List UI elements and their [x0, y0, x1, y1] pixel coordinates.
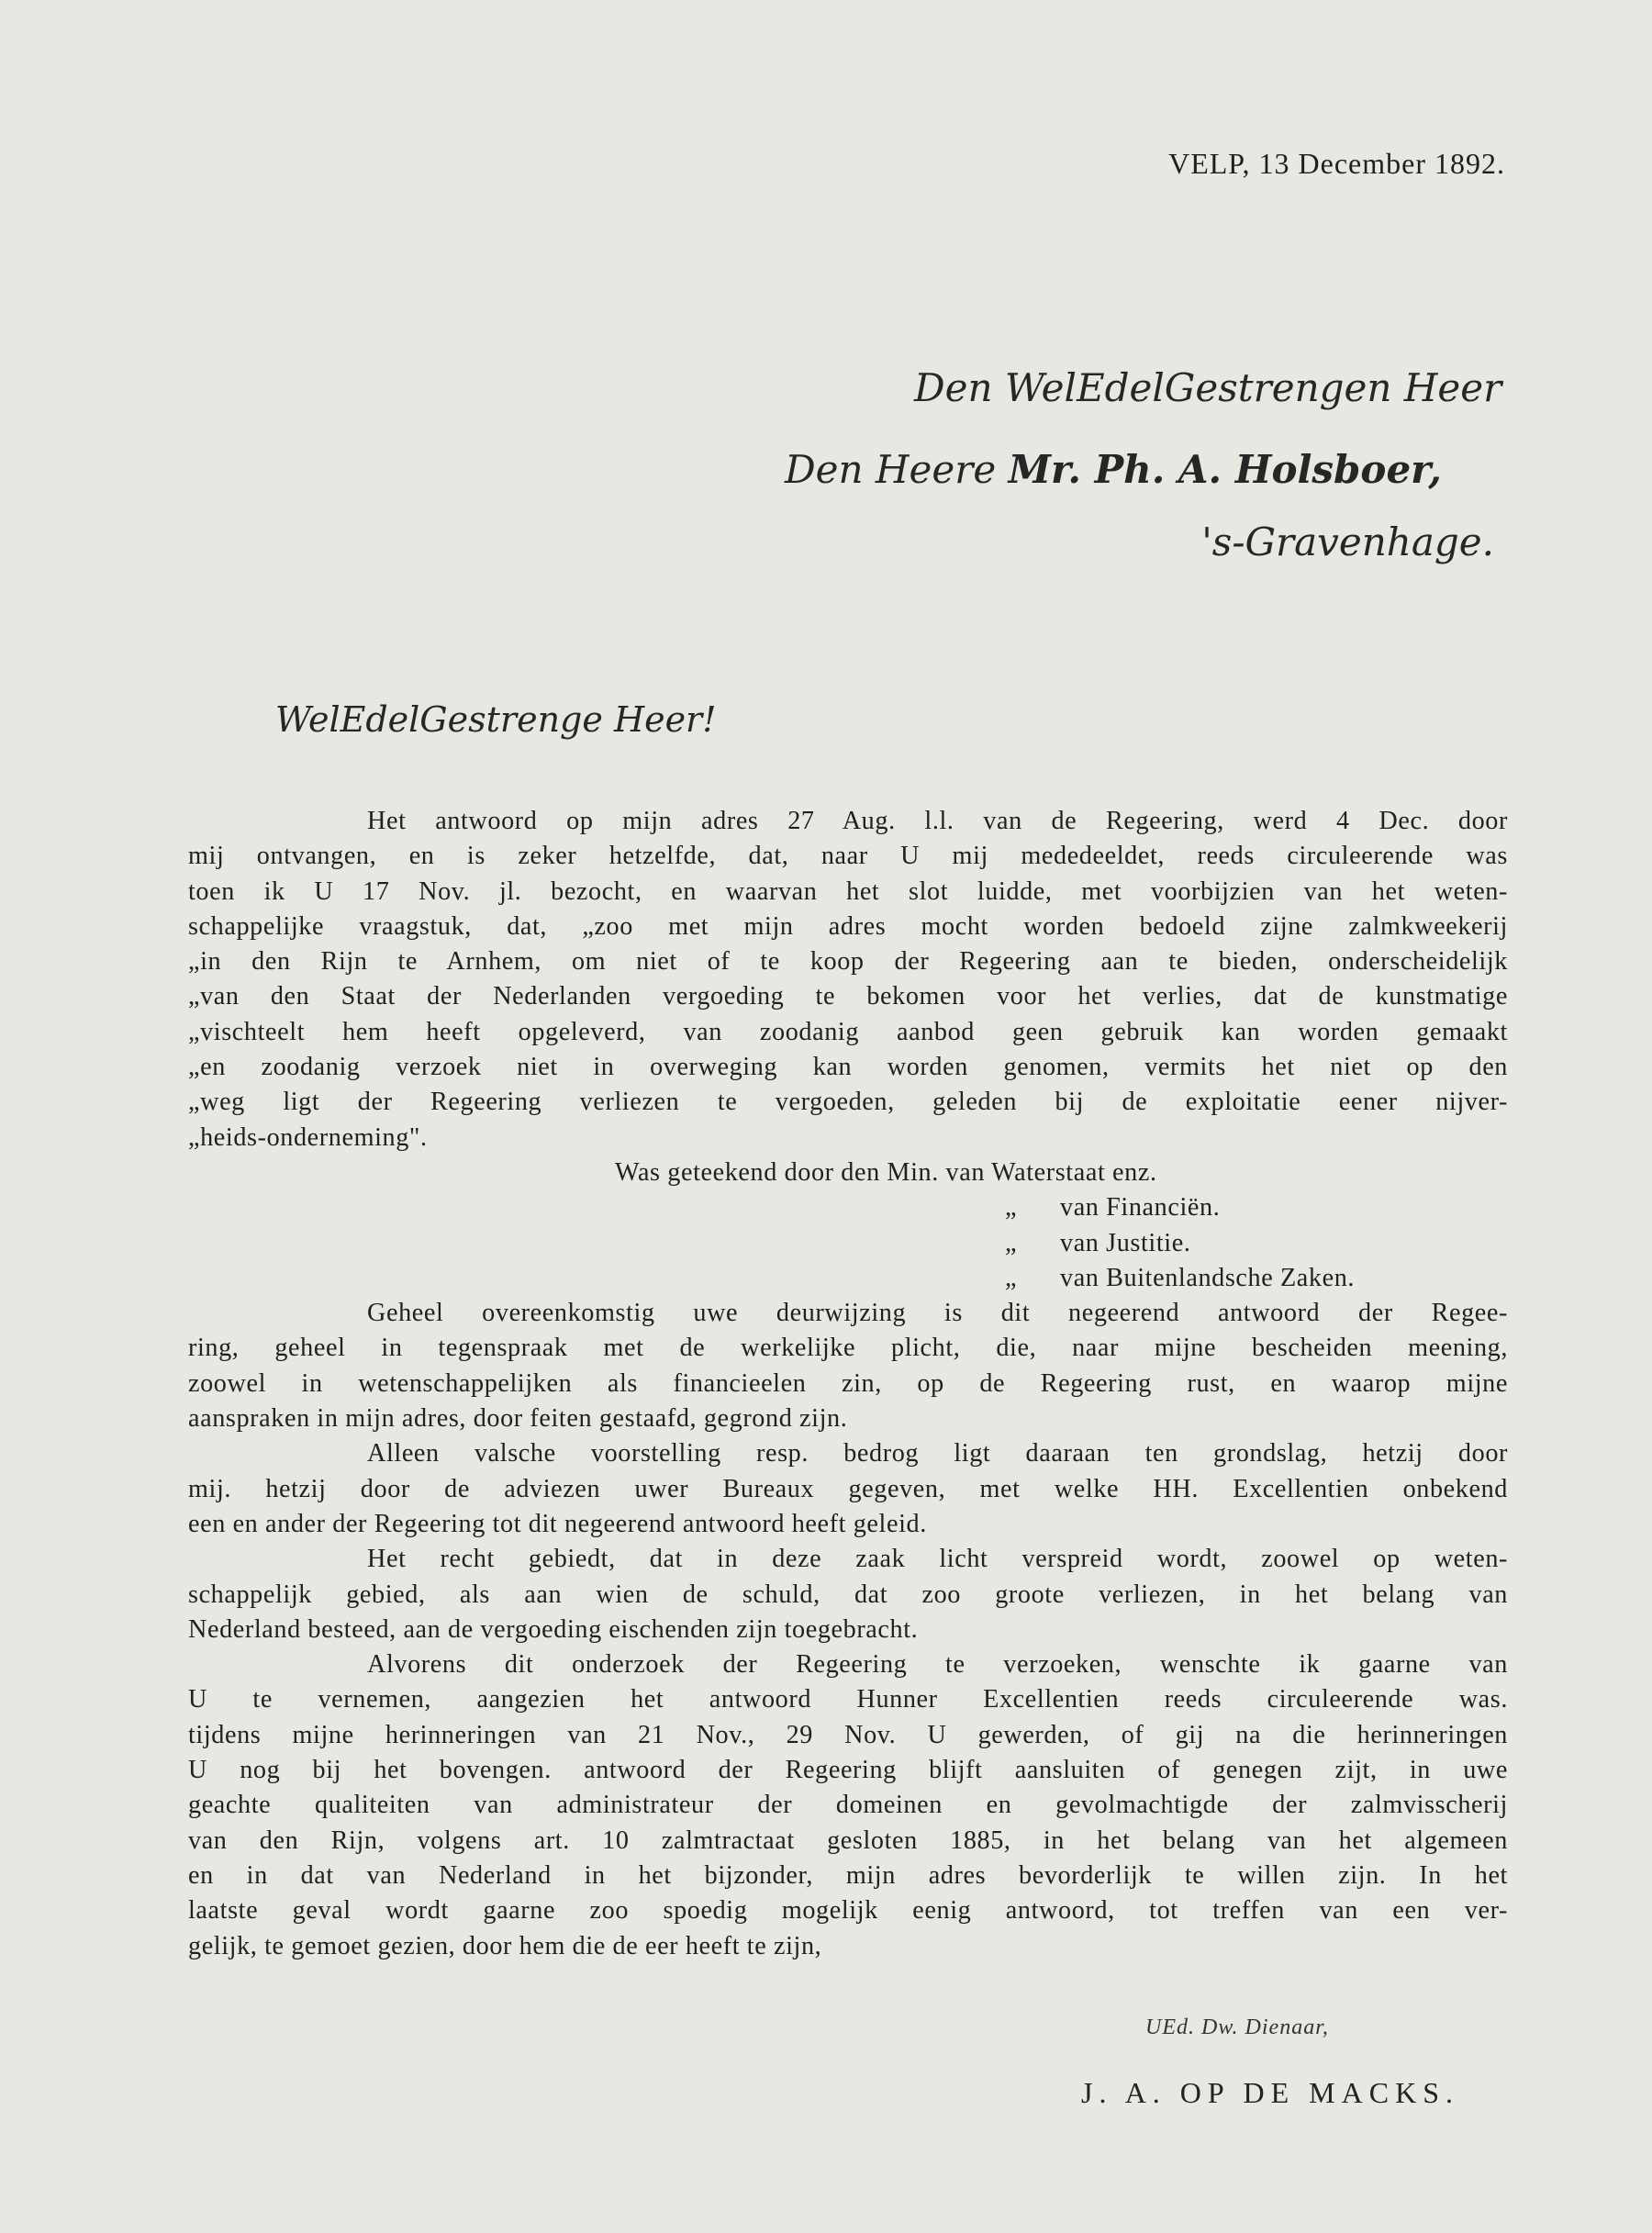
body-line: en in dat van Nederland in het bijzonder, mijn adres bevorderlijk te willen zijn. In het [188, 1860, 1508, 1890]
body-line: Nederland besteed, aan de vergoeding eischenden zijn toegebracht. [188, 1614, 919, 1644]
body-line: Alvorens dit onderzoek der Regeering te verzoeken, wenschte ik gaarne van [367, 1650, 1508, 1680]
body-line: „en zoodanig verzoek niet in overweging kan worden genomen, vermits het niet op den [188, 1053, 1508, 1082]
address-city: 's-Gravenhage. [1201, 519, 1494, 564]
ditto-mark: „ [1005, 1228, 1018, 1257]
body-line: tijdens mijne herinneringen van 21 Nov., 29 Nov. U gewerden, of gij na die herinneringen [188, 1720, 1508, 1749]
ditto-mark: „ [1005, 1193, 1018, 1223]
letter-body [188, 804, 1508, 1964]
signed-by-minister [188, 1226, 1508, 1261]
ditto-mark: „ [1005, 1263, 1018, 1292]
body-line: gelijk, te gemoet gezien, door hem die de eer heeft te zijn, [188, 1931, 822, 1960]
addressee-name: Mr. Ph. A. Holsboer, [1008, 447, 1442, 492]
address-prefix: Den Heere [785, 447, 997, 492]
body-line: aanspraken in mijn adres, door feiten gestaafd, gegrond zijn. [188, 1404, 848, 1434]
body-line: schappelijk gebied, als aan wien de schuld, dat zoo groote verliezen, in het belang van [188, 1580, 1508, 1609]
body-line: van den Rijn, volgens art. 10 zalmtractaat gesloten 1885, in het belang van het algemeen [188, 1825, 1508, 1855]
body-line: schappelijke vraagstuk, dat, „zoo met mijn adres mocht worden bedoeld zijne zalmkweekerij [188, 911, 1508, 941]
body-line: „heids-onderneming". [188, 1122, 428, 1152]
minister-name: van Justitie. [1060, 1228, 1191, 1257]
signed-by-minister [188, 1190, 1508, 1225]
body-line: Het recht gebiedt, dat in deze zaak licht verspreid wordt, zoowel op weten- [367, 1545, 1508, 1574]
body-line: toen ik U 17 Nov. jl. bezocht, en waarvan het slot luidde, met voorbijzien van het weten- [188, 876, 1508, 906]
body-line: mij. hetzij door de adviezen uwer Bureaux gegeven, met welke HH. Excellentien onbekend [188, 1474, 1508, 1503]
body-line: ring, geheel in tegenspraak met de werkelijke plicht, die, naar mijne bescheiden meening, [188, 1334, 1508, 1363]
minister-name: van Financiën. [1060, 1193, 1221, 1223]
signed-by-line: Was geteekend door den Min. van Waterstaat enz. [615, 1157, 1157, 1187]
salutation: WelEdelGestrenge Heer! [275, 699, 717, 740]
place-date: VELP, 13 December 1892. [1168, 147, 1505, 180]
body-line: geachte qualiteiten van administrateur der domeinen en gevolmachtigde der zalmvisscherij [188, 1791, 1508, 1820]
closing: UEd. Dw. Dienaar, [1145, 2015, 1329, 2039]
body-line: U nog bij het bovengen. antwoord der Regeering blijft aansluiten of genegen zijt, in uwe [188, 1756, 1508, 1785]
address-line-2 [785, 447, 1442, 492]
signed-by-minister [188, 1261, 1508, 1296]
body-line: „weg ligt der Regeering verliezen te vergoeden, geleden bij de exploitatie eener nijver- [188, 1088, 1508, 1117]
body-line: Het antwoord op mijn adres 27 Aug. l.l. van de Regeering, werd 4 Dec. door [367, 807, 1508, 835]
body-line: Alleen valsche voorstelling resp. bedrog ligt daaraan ten grondslag, hetzij door [367, 1439, 1508, 1468]
address-line-1: Den WelEdelGestrengen Heer [914, 365, 1502, 410]
minister-name: van Buitenlandsche Zaken. [1060, 1263, 1356, 1292]
signature: J. A. OP DE MACKS. [1081, 2076, 1459, 2109]
body-line: een en ander der Regeering tot dit negeerend antwoord heeft geleid. [188, 1509, 927, 1538]
body-line: U te vernemen, aangezien het antwoord Hunner Excellentien reeds circuleerende was. [188, 1685, 1508, 1714]
body-line: mij ontvangen, en is zeker hetzelfde, dat, naar U mij mededeeldet, reeds circuleerende was [188, 842, 1508, 871]
body-line: laatste geval wordt gaarne zoo spoedig mogelijk eenig antwoord, tot treffen van een ver- [188, 1896, 1508, 1926]
body-line: Geheel overeenkomstig uwe deurwijzing is dit negeerend antwoord der Regee- [367, 1299, 1508, 1328]
body-line: „vischteelt hem heeft opgeleverd, van zoodanig aanbod geen gebruik kan worden gemaakt [188, 1017, 1508, 1046]
body-line: „van den Staat der Nederlanden vergoeding te bekomen voor het verlies, dat de kunstmatige [188, 982, 1508, 1011]
body-line: „in den Rijn te Arnhem, om niet of te koop der Regeering aan te bieden, onderscheidelijk [188, 947, 1508, 977]
body-line: zoowel in wetenschappelijken als financieelen zin, op de Regeering rust, en waarop mijne [188, 1368, 1508, 1398]
